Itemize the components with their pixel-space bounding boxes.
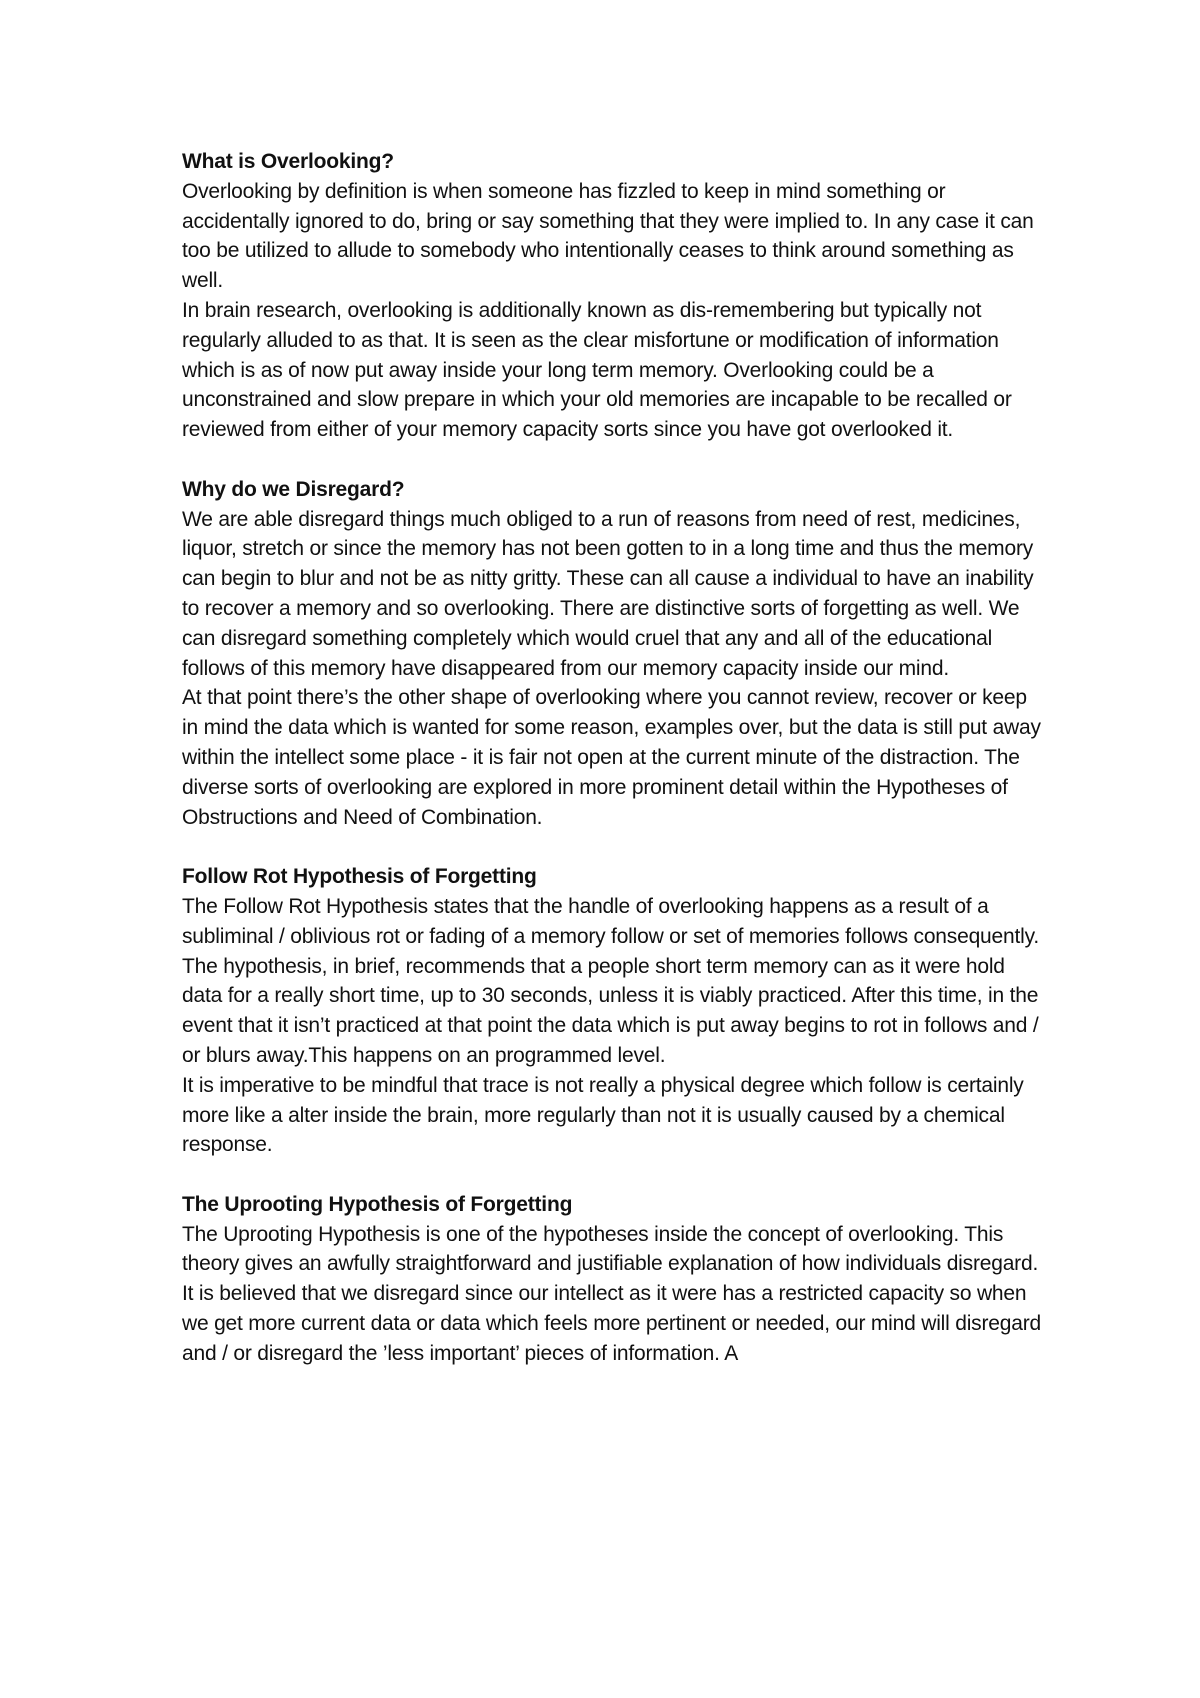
paragraph: In brain research, overlooking is additionally known as dis-remembering but typically not regularly alluded to as that. It is seen as the clear misfortune or modification of information which is as of now put away inside your long term memory. Overlooking could be a unconstrained and slow prepare in which your old memories are incapable to be recalled or reviewed from either of your memory capacity sorts since you have got overlooked it. (182, 298, 1012, 442)
section-follow-rot-hypothesis (182, 862, 1042, 1160)
paragraph: Overlooking by definition is when someone has fizzled to keep in mind something or accidentally ignored to do, bring or say something that they were implied to. In any case it can too be utilized to allude to somebody who intentionally ceases to think around something as well. (182, 179, 1034, 293)
section-heading: The Uprooting Hypothesis of Forgetting (182, 1192, 573, 1216)
paragraph: We are able disregard things much obliged to a run of reasons from need of rest, medicines, liquor, stretch or since the memory has not been gotten to in a long time and thus the memory can begin to blur and not be as nitty gritty. These can all cause a individual to have an inability to recover a memory and so overlooking. There are distinctive sorts of forgetting as well. We can disregard something completely which would cruel that any and all of the educational follows of this memory have disappeared from our memory capacity inside our mind. (182, 507, 1034, 680)
section-heading: Follow Rot Hypothesis of Forgetting (182, 865, 537, 889)
section-what-is-overlooking (182, 147, 1042, 445)
section-heading: Why do we Disregard? (182, 477, 405, 501)
section-uprooting-hypothesis (182, 1190, 1042, 1369)
paragraph: At that point there’s the other shape of overlooking where you cannot review, recover or keep in mind the data which is wanted for some reason, examples over, but the data is still put away within the intellect some place - it is fair not open at the current minute of the distraction. The diverse sorts of overlooking are explored in more prominent detail within the Hypotheses of Obstructions and Need of Combination. (182, 686, 1041, 829)
section-why-do-we-disregard (182, 475, 1042, 833)
paragraph: The Uprooting Hypothesis is one of the hypotheses inside the concept of overlooking. This theory gives an awfully straightforward and justifiable explanation of how individuals disregard. (182, 1222, 1039, 1276)
section-heading: What is Overlooking? (182, 150, 394, 173)
document-body (182, 147, 1042, 1398)
paragraph: It is imperative to be mindful that trace is not really a physical degree which follow is certainly more like a alter inside the brain, more regularly than not it is usually caused by a chemical response. (182, 1073, 1024, 1157)
paragraph: It is believed that we disregard since our intellect as it were has a restricted capacity so when we get more current data or data which feels more pertinent or needed, our mind will disregard and / or disregard the ’less important’ pieces of information. A (182, 1282, 1041, 1365)
paragraph: The Follow Rot Hypothesis states that the handle of overlooking happens as a result of a subliminal / oblivious rot or fading of a memory follow or set of memories follows consequently. The hypothesis, in brief, recommends that a people short term memory can as it were hold data for a really short time, up to 30 seconds, unless it is viably practiced. After this time, in the event that it isn’t practiced at that point the data which is put away begins to rot in follows and / or blurs away.This happens on an programmed level. (182, 894, 1039, 1067)
